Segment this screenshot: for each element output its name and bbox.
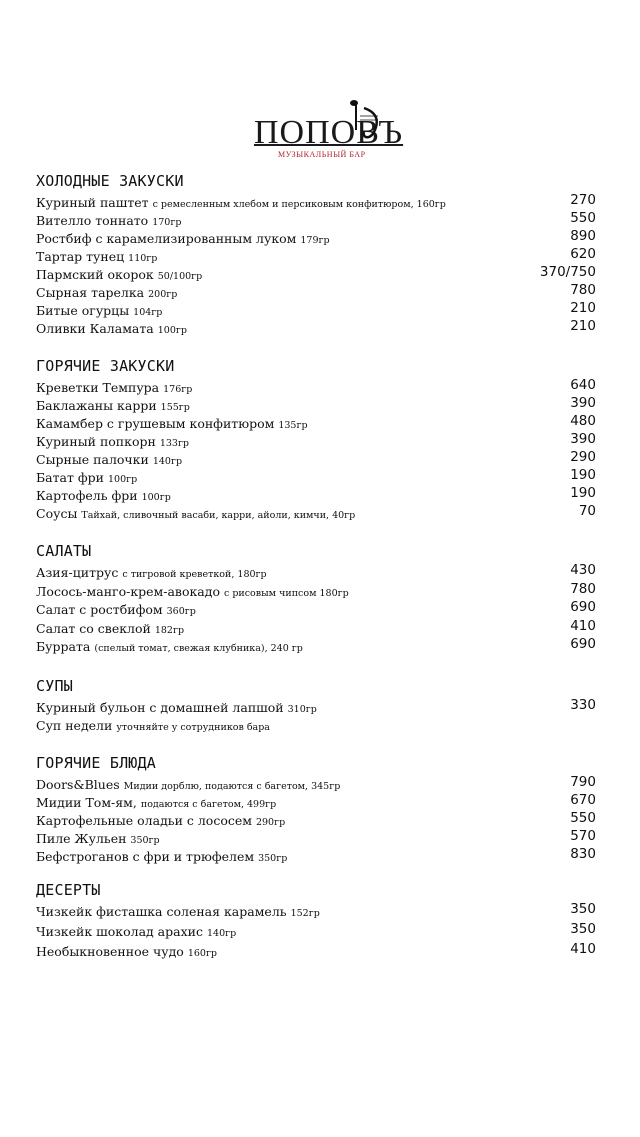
item-description: 182гр (154, 624, 185, 636)
section-title: ХОЛОДНЫЕ ЗАКУСКИ (36, 172, 184, 190)
item-name (36, 470, 137, 485)
item-title: Азия-цитрус (36, 565, 119, 580)
item-name (36, 416, 308, 431)
menu-item (0, 377, 640, 398)
item-name (36, 718, 270, 733)
item-price: 370/750 (539, 264, 596, 280)
menu-item (0, 921, 640, 942)
item-title: Суп недели (36, 718, 113, 733)
menu-item (0, 282, 640, 303)
item-title: Куриный паштет (36, 195, 149, 210)
item-name (36, 321, 187, 336)
item-name (36, 285, 177, 300)
item-title: Мидии Том-ям, (36, 795, 137, 810)
item-price: 390 (570, 431, 596, 447)
menu-item (0, 718, 640, 736)
menu-item (0, 210, 640, 231)
item-price: 210 (570, 318, 596, 334)
item-description: с ремесленным хлебом и персиковым конфитюром, 160гр (152, 199, 446, 210)
item-price: 480 (570, 413, 596, 429)
item-title: Соусы (36, 506, 78, 521)
item-description: 360гр (166, 606, 196, 617)
item-title: Баклажаны карри (36, 398, 157, 413)
menu-item (0, 774, 640, 795)
menu-item (0, 264, 640, 285)
item-price: 190 (570, 467, 596, 483)
menu-item (0, 485, 640, 506)
item-title: Doors&Blues (36, 777, 120, 792)
item-price: 190 (570, 485, 596, 501)
item-title: Картофель фри (36, 488, 138, 503)
item-description: 155гр (160, 402, 190, 413)
item-price: 550 (570, 210, 596, 226)
item-description: 160гр (187, 948, 218, 959)
item-title: Батат фри (36, 470, 105, 485)
menu-item (0, 228, 640, 249)
item-price: 690 (570, 636, 596, 652)
menu-item (0, 599, 640, 620)
item-price: 210 (570, 300, 596, 316)
item-title: Оливки Каламата (36, 321, 154, 336)
item-name (36, 398, 190, 413)
music-note-icon (350, 98, 386, 148)
section-title: СУПЫ (36, 677, 73, 695)
item-price: 410 (570, 617, 596, 634)
item-price: 670 (570, 792, 596, 808)
menu-item (0, 580, 640, 602)
item-description: 179гр (300, 235, 330, 246)
item-price: 690 (570, 599, 596, 615)
menu-item (0, 431, 640, 452)
item-name (36, 777, 340, 792)
bar-logo (252, 98, 404, 168)
menu-item (0, 941, 640, 962)
item-name (36, 267, 202, 282)
item-price: 640 (570, 377, 596, 393)
section-title: САЛАТЫ (36, 542, 92, 560)
menu-item (0, 810, 640, 831)
menu-item (0, 562, 640, 583)
item-title: Сырные палочки (36, 452, 149, 467)
item-name (36, 231, 330, 246)
item-name (36, 584, 349, 599)
item-title: Битые огурцы (36, 303, 130, 318)
item-title: Салат с ростбифом (36, 602, 163, 617)
item-name (36, 700, 317, 715)
menu-item (0, 467, 640, 488)
menu-item (0, 503, 640, 524)
item-description: 200гр (148, 289, 178, 300)
item-price: 350 (570, 901, 596, 917)
item-price: 430 (570, 562, 596, 578)
item-price: 270 (570, 192, 596, 208)
menu-item (0, 636, 640, 657)
item-description: 100гр (157, 325, 187, 336)
item-title: Сырная тарелка (36, 285, 145, 300)
item-price: 890 (570, 228, 596, 244)
item-price: 780 (570, 580, 596, 597)
item-price: 780 (570, 282, 596, 298)
item-title: Бефстроганов с фри и трюфелем (36, 849, 255, 864)
logo-wordmark: ПОПОВЪ (254, 114, 404, 151)
item-description: 140гр (152, 456, 183, 467)
item-price: 570 (570, 828, 596, 844)
item-name (36, 602, 196, 617)
item-name (36, 849, 287, 864)
item-name (36, 621, 184, 636)
item-description: 140гр (206, 928, 237, 939)
item-description: Тайхай, сливочный васаби, карри, айоли, кимчи, 40гр (81, 510, 356, 521)
item-description: с тигровой креветкой, 180гр (122, 569, 267, 580)
item-name (36, 831, 160, 846)
item-name (36, 249, 157, 264)
item-description: (спелый томат, свежая клубника), 240 гр (94, 643, 303, 654)
item-name (36, 944, 217, 959)
section-title: ГОРЯЧИЕ БЛЮДА (36, 754, 156, 772)
item-name (36, 488, 171, 503)
item-description: подаются с багетом, 499гр (140, 799, 277, 810)
item-name (36, 813, 285, 828)
item-description: 135гр (278, 420, 308, 431)
item-title: Камамбер с грушевым конфитюром (36, 416, 275, 431)
item-name (36, 213, 181, 228)
item-description: уточняйте у сотрудников бара (116, 722, 270, 733)
item-title: Пармский окорок (36, 267, 154, 282)
item-price: 410 (570, 941, 596, 957)
item-name (36, 380, 192, 395)
item-name (36, 924, 236, 939)
item-description: 350гр (130, 835, 160, 846)
item-price: 390 (570, 395, 596, 411)
section-title: ГОРЯЧИЕ ЗАКУСКИ (36, 357, 175, 375)
section-title: ДЕСЕРТЫ (36, 881, 101, 899)
item-description: Мидии дорблю, подаются с багетом, 345гр (123, 781, 341, 792)
item-price: 70 (578, 503, 596, 519)
item-price: 350 (570, 921, 596, 937)
item-price: 790 (570, 774, 596, 790)
item-description: 100гр (141, 492, 171, 503)
item-description: 310гр (287, 704, 317, 715)
menu-item (0, 846, 640, 867)
item-price: 830 (570, 846, 596, 862)
menu-item (0, 792, 640, 813)
item-name (36, 565, 267, 580)
menu-item (0, 901, 640, 922)
item-title: Тартар тунец (36, 249, 125, 264)
item-title: Чизкейк фисташка соленая карамель (36, 904, 287, 919)
item-description: 110гр (128, 253, 158, 264)
item-title: Необыкновенное чудо (36, 944, 184, 959)
item-price: 550 (570, 810, 596, 826)
item-name (36, 452, 182, 467)
item-title: Пиле Жульен (36, 831, 127, 846)
item-name (36, 639, 303, 654)
item-description: 350гр (258, 853, 288, 864)
item-description: с рисовым чипсом 180гр (223, 587, 349, 599)
item-name (36, 434, 189, 449)
item-description: 290гр (255, 817, 286, 828)
menu-item (0, 300, 640, 321)
item-description: 104гр (133, 307, 163, 318)
item-title: Буррата (36, 639, 91, 654)
menu-item (0, 828, 640, 849)
item-price: 620 (570, 246, 596, 262)
item-name (36, 904, 320, 919)
menu-item (0, 413, 640, 434)
menu-item (0, 449, 640, 470)
menu-item (0, 617, 640, 639)
item-title: Салат со свеклой (36, 620, 151, 636)
item-description: 152гр (290, 908, 320, 919)
item-description: 100гр (108, 474, 138, 485)
item-title: Вителло тоннато (36, 213, 149, 228)
menu-item (0, 697, 640, 718)
item-title: Лосось-манго-крем-авокадо (36, 583, 220, 599)
menu-item (0, 395, 640, 416)
item-title: Картофельные оладьи с лососем (36, 813, 252, 828)
logo-subtitle: МУЗЫКАЛЬНЫЙ БАР (278, 150, 366, 159)
item-title: Куриный попкорн (36, 434, 156, 449)
item-title: Чизкейк шоколад арахис (36, 924, 203, 939)
item-description: 170гр (152, 217, 182, 228)
item-title: Креветки Темпура (36, 380, 160, 395)
item-title: Ростбиф с карамелизированным луком (36, 231, 297, 246)
menu-item (0, 318, 640, 339)
item-price: 290 (570, 449, 596, 465)
item-price: 330 (570, 697, 596, 713)
item-title: Куриный бульон с домашней лапшой (36, 700, 284, 715)
item-name (36, 795, 276, 810)
item-description: 50/100гр (157, 271, 203, 282)
item-name (36, 195, 446, 210)
item-name (36, 506, 355, 521)
menu-item (0, 192, 640, 213)
item-description: 176гр (163, 384, 193, 395)
item-description: 133гр (159, 438, 190, 449)
item-name (36, 303, 162, 318)
